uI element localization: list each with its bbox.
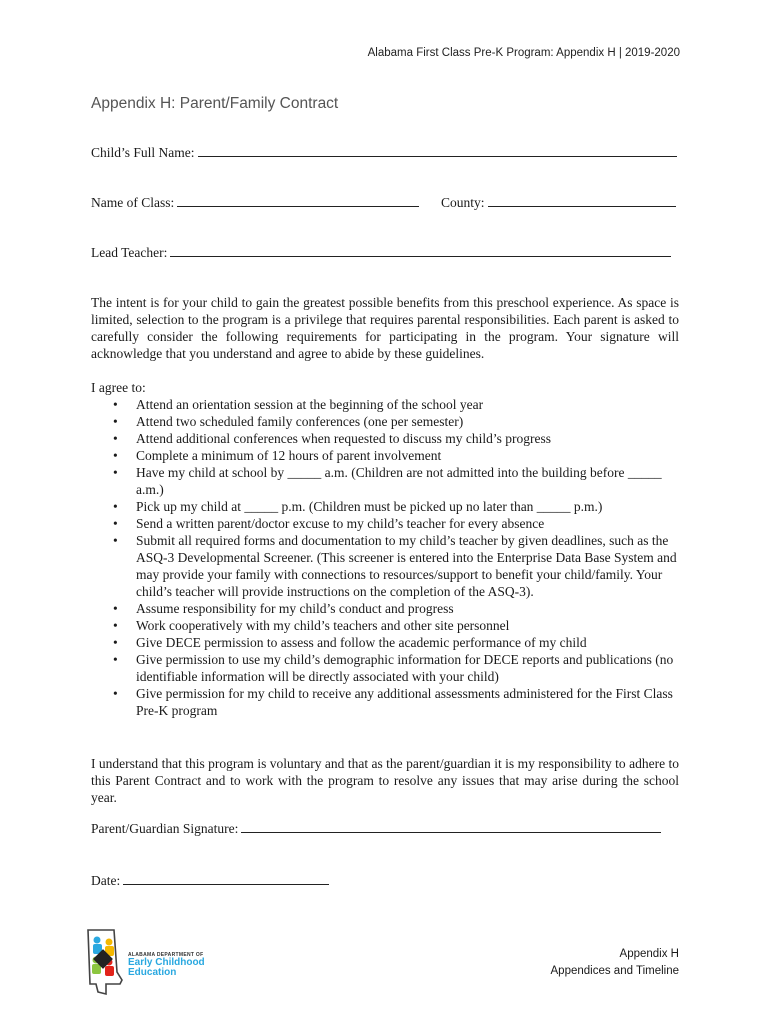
list-item: • Complete a minimum of 12 hours of parent involvement [113, 448, 442, 463]
list-item: • Attend additional conferences when requested to discuss my child’s progress [113, 431, 552, 446]
list-item: • Pick up my child at _____ p.m. (Children must be picked up no later than _____ p.m.) [113, 499, 603, 514]
child-name-label: Child’s Full Name: [91, 145, 195, 160]
signature-label: Parent/Guardian Signature: [91, 821, 239, 836]
list-item: • Submit all required forms and documentation to my child’s teacher by given deadlines, such as the ASQ-3 Developmental Screener. (This screener is entered into the Enterprise Data Base System and may provide your family with connections to resources/support to benefit your child/family. Your child’s teacher will provide instructions on the completion of the ASQ-3). [113, 533, 677, 599]
logo-line2: Education [128, 967, 177, 978]
intro-paragraph: The intent is for your child to gain the greatest possible benefits from this preschool experience. As space is limited, selection to the program is a privilege that requires parental responsibilities. Each parent is asked to carefully consider the following requirements for participating in the program. Your signature will acknowledge that you understand and agree to abide by these guidelines. [91, 295, 679, 361]
logo-wordmark [128, 952, 205, 978]
bullet-icon: • [113, 652, 118, 667]
lead-teacher-field[interactable] [91, 244, 671, 261]
county-line[interactable] [488, 194, 676, 207]
lead-teacher-line[interactable] [170, 244, 671, 257]
bullet-icon: • [113, 618, 118, 633]
bullet-icon: • [113, 431, 118, 446]
signature-line[interactable] [241, 820, 661, 833]
date-line[interactable] [123, 872, 329, 885]
child-name-line[interactable] [198, 144, 677, 157]
bullet-icon: • [113, 533, 118, 548]
list-item: • Give permission for my child to receive any additional assessments administered for the First Class Pre-K program [113, 686, 673, 718]
page-footer [551, 946, 680, 980]
footer-line1: Appendix H [619, 948, 679, 960]
county-field[interactable] [441, 194, 676, 211]
bullet-icon: • [113, 635, 118, 650]
date-field[interactable] [91, 872, 329, 889]
bullet-icon: • [113, 397, 118, 412]
bullet-icon: • [113, 499, 118, 514]
list-item: • Have my child at school by _____ a.m. (Children are not admitted into the building before _____ a.m.) [113, 465, 662, 497]
agree-intro: I agree to: [91, 380, 146, 395]
list-item: • Attend an orientation session at the beginning of the school year [113, 397, 484, 412]
page-title: Appendix H: Parent/Family Contract [91, 95, 339, 112]
list-item: • Send a written parent/doctor excuse to my child’s teacher for every absence [113, 516, 545, 531]
list-item: • Give permission to use my child’s demographic information for DECE reports and publications (no identifiable information will be directly associated with your child) [113, 652, 674, 684]
class-name-line[interactable] [177, 194, 419, 207]
bullet-icon: • [113, 414, 118, 429]
date-label: Date: [91, 873, 121, 888]
class-name-field[interactable] [91, 194, 419, 211]
bullet-icon: • [113, 465, 118, 480]
signature-field[interactable] [91, 820, 661, 837]
closing-paragraph: I understand that this program is voluntary and that as the parent/guardian it is my responsibility to adhere to this Parent Contract and to work with the program to resolve any issues that may arise during the school year. [91, 756, 679, 805]
bullet-icon: • [113, 686, 118, 701]
lead-teacher-label: Lead Teacher: [91, 245, 168, 260]
class-name-label: Name of Class: [91, 195, 175, 210]
bullet-icon: • [113, 448, 118, 463]
list-item: • Attend two scheduled family conferences (one per semester) [113, 414, 464, 429]
list-item: • Assume responsibility for my child’s conduct and progress [113, 601, 454, 616]
county-label: County: [441, 195, 485, 210]
child-name-field[interactable] [91, 144, 677, 161]
page-header: Alabama First Class Pre-K Program: Appendix H | 2019-2020 [367, 47, 680, 59]
footer-line2: Appendices and Timeline [550, 965, 679, 977]
list-item: • Give DECE permission to assess and follow the academic performance of my child [113, 635, 587, 650]
list-item: • Work cooperatively with my child’s teachers and other site personnel [113, 618, 510, 633]
dece-logo [84, 928, 214, 996]
alabama-map-icon [84, 928, 130, 996]
logo-small-text: ALABAMA DEPARTMENT OF [128, 952, 204, 958]
bullet-icon: • [113, 601, 118, 616]
agree-list [91, 396, 679, 719]
bullet-icon: • [113, 516, 118, 531]
logo-line1: Early Childhood [128, 957, 205, 968]
